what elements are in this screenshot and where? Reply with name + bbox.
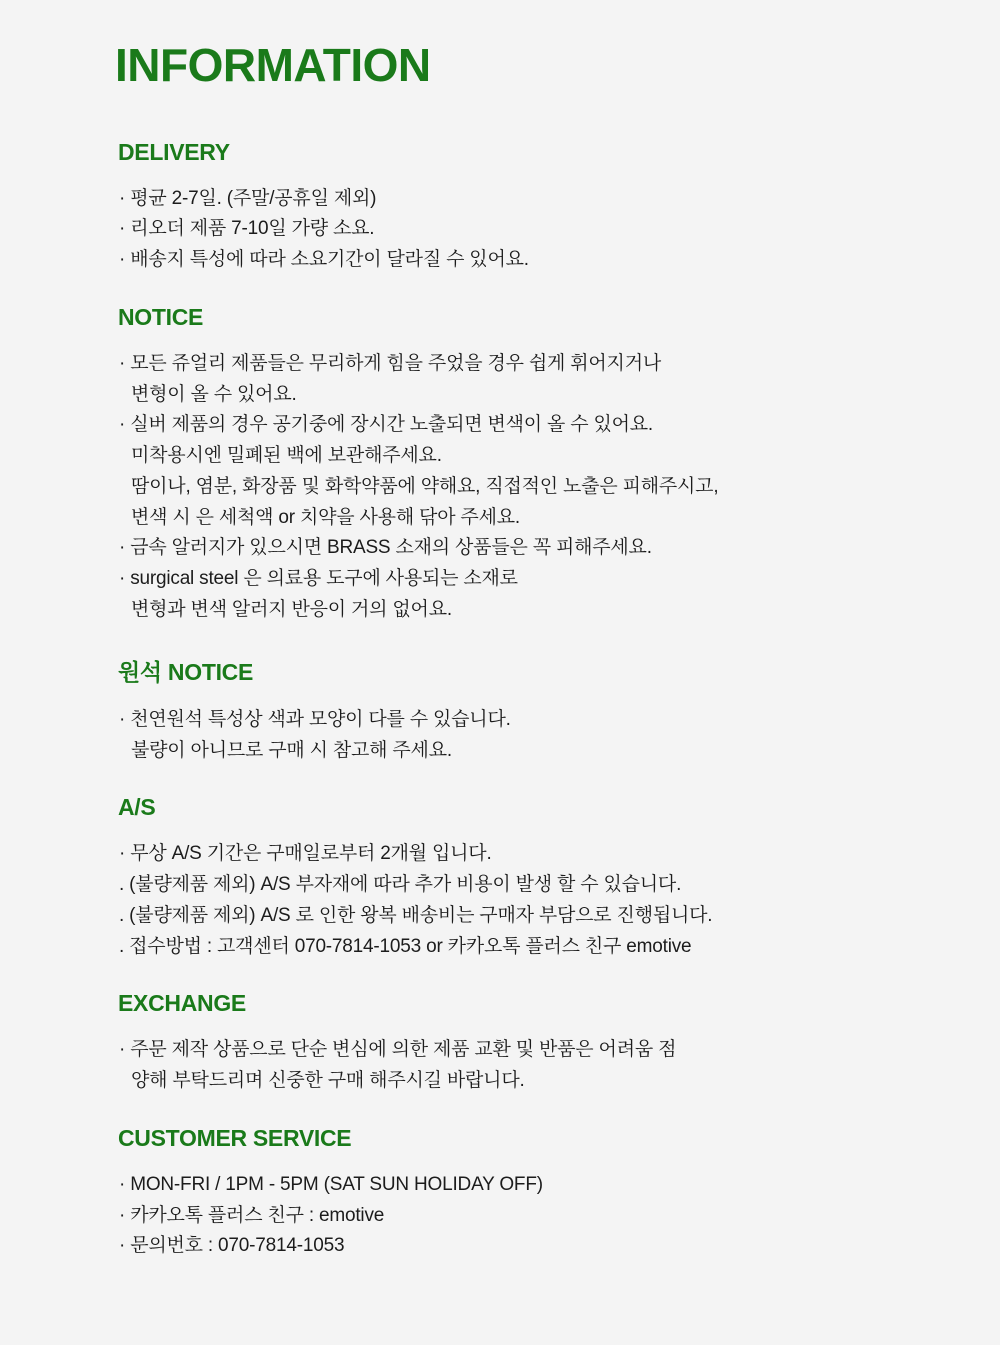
section-line: . (불량제품 제외) A/S 로 인한 왕복 배송비는 구매자 부담으로 진행됩니다. — [119, 904, 713, 926]
section-lines — [119, 184, 890, 276]
section-line: · surgical steel 은 의료용 도구에 사용되는 소재로 — [119, 568, 518, 590]
section-lines — [119, 705, 890, 767]
section-line: 미착용시엔 밀폐된 백에 보관해주세요. — [131, 445, 442, 467]
section — [115, 654, 890, 767]
section-line: · 무상 A/S 기간은 구매일로부터 2개월 입니다. — [119, 843, 492, 865]
section-line: · 모든 쥬얼리 제품들은 무리하게 힘을 주었을 경우 쉽게 휘어지거나 — [119, 352, 661, 374]
section-line: · 천연원석 특성상 색과 모양이 다를 수 있습니다. — [119, 708, 511, 730]
section-line: 변형이 올 수 있어요. — [131, 383, 297, 405]
section-lines — [119, 349, 890, 626]
section-heading: EXCHANGE — [118, 990, 246, 1017]
section-line: 양해 부탁드리며 신중한 구매 해주시길 바랍니다. — [131, 1070, 525, 1092]
section-heading: NOTICE — [118, 303, 204, 330]
section-heading: A/S — [118, 794, 156, 821]
section-heading: 원석 NOTICE — [118, 658, 254, 685]
section — [115, 304, 890, 626]
section — [115, 1125, 890, 1262]
section-line: · 문의번호 : 070-7814-1053 — [119, 1235, 345, 1257]
section-line: · 실버 제품의 경우 공기중에 장시간 노출되면 변색이 올 수 있어요. — [119, 414, 653, 436]
section-line: · 금속 알러지가 있으시면 BRASS 소재의 상품들은 꼭 피해주세요. — [119, 537, 652, 559]
section-heading: DELIVERY — [118, 138, 230, 165]
sections-container — [115, 139, 890, 1263]
section-line: 변색 시 은 세척액 or 치약을 사용해 닦아 주세요. — [131, 506, 520, 528]
section-line: · 배송지 특성에 따라 소요기간이 달라질 수 있어요. — [119, 249, 529, 271]
section-line: · 리오더 제품 7-10일 가량 소요. — [119, 218, 375, 240]
section-line: . 접수방법 : 고객센터 070-7814-1053 or 카카오톡 플러스 친구 emotive — [119, 935, 692, 957]
section — [115, 139, 890, 276]
section — [115, 794, 890, 962]
section-lines — [119, 1170, 890, 1262]
section-lines — [119, 839, 890, 962]
section-heading: CUSTOMER SERVICE — [118, 1124, 352, 1151]
section-line: · 평균 2-7일. (주말/공휴일 제외) — [119, 187, 377, 209]
section-lines — [119, 1035, 890, 1097]
section-line: 변형과 변색 알러지 반응이 거의 없어요. — [131, 599, 452, 621]
section-line: · 주문 제작 상품으로 단순 변심에 의한 제품 교환 및 반품은 어려움 점 — [119, 1039, 677, 1061]
section-line: 땀이나, 염분, 화장품 및 화학약품에 약해요, 직접적인 노출은 피해주시고, — [131, 475, 719, 497]
section-line: 불량이 아니므로 구매 시 참고해 주세요. — [131, 739, 452, 761]
section — [115, 990, 890, 1097]
page-title: INFORMATION — [115, 39, 431, 91]
section-line: . (불량제품 제외) A/S 부자재에 따라 추가 비용이 발생 할 수 있습니다. — [119, 874, 682, 896]
section-line: · 카카오톡 플러스 친구 : emotive — [119, 1204, 385, 1226]
section-line: · MON-FRI / 1PM - 5PM (SAT SUN HOLIDAY OFF) — [119, 1173, 543, 1195]
